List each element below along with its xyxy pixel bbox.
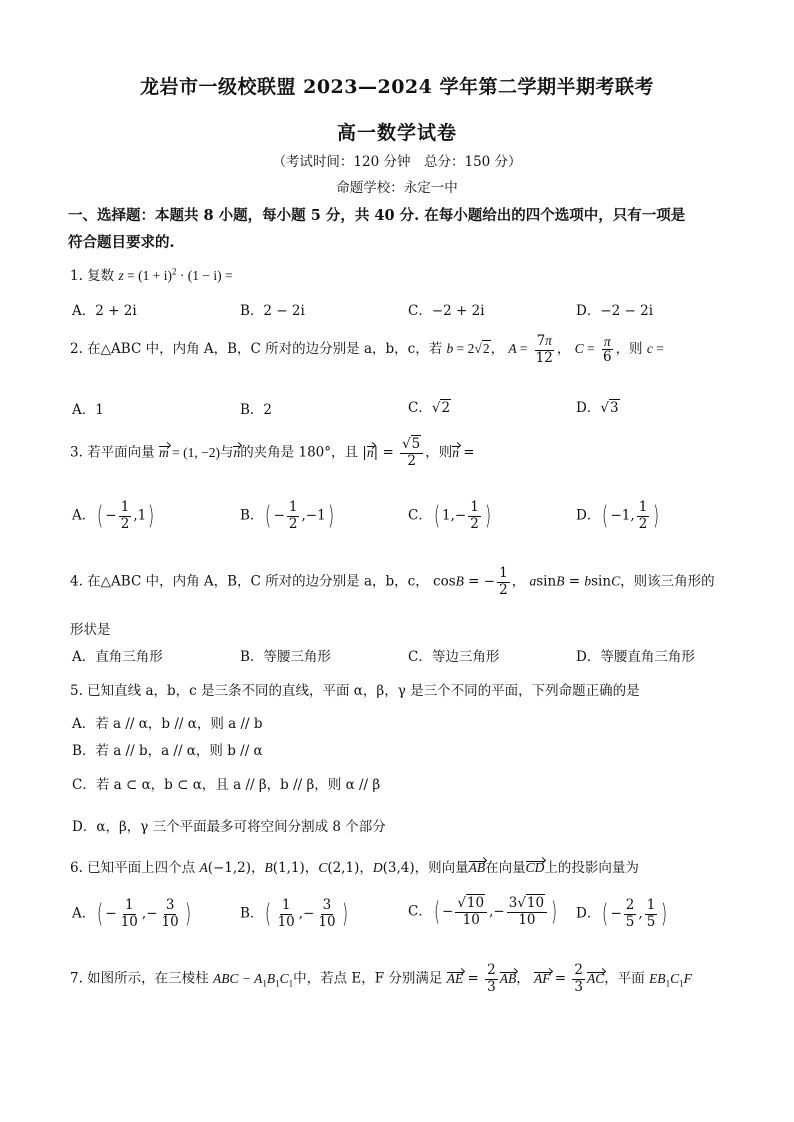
question-7-prefix: 7. 如图所示，在三棱柱 <box>70 970 209 987</box>
q2-option-a: A．1 <box>72 402 104 418</box>
q4-option-a: A．直角三角形 <box>72 649 163 665</box>
q1-option-a: A．2 + 2i <box>72 303 137 319</box>
q4-option-c: C．等边三角形 <box>408 649 500 665</box>
q3-option-a: A．( − $\frac{1}{2}$ ,1) <box>72 499 155 532</box>
question-4: 4. 在△ABC 中，内角 A，B，C 所对的边分别是 a，b，c， cosB = − $\frac{1}{2}$ ， asinB = bsinC，则该三角形的 <box>70 565 715 598</box>
question-4-prefix: 4. 在△ABC 中，内角 A，B，C 所对的边分别是 a，b，c， <box>70 573 429 590</box>
q3-option-b: B．( − $\frac{1}{2}$ ,−1) <box>240 499 334 532</box>
q6-option-a: A．( − $\frac{1}{10}$ ,− $\frac{3}{10}$ ) <box>72 897 191 930</box>
q3-option-c: C．( 1,− $\frac{1}{2}$ ) <box>408 499 491 532</box>
q1-option-b: B．2 − 2i <box>240 303 305 319</box>
exam-title: 龙岩市一级校联盟 2023—2024 学年第二学期半期考联考 <box>140 76 654 98</box>
q4-option-b: B．等腰三角形 <box>240 649 331 665</box>
question-2-prefix: 2. 在△ABC 中，内角 A，B，C 所对的边分别是 a，b，c，若 <box>70 341 443 358</box>
question-6-prefix: 6. 已知平面上四个点 <box>70 860 196 876</box>
question-2: 2. 在△ABC 中，内角 A，B，C 所对的边分别是 a，b，c，若 b = 2√2， A = $\frac{7\pi}{12}$ ， C = $\frac{\pi}{6}$ ，则 c = <box>70 333 664 366</box>
q6-option-b: B．( $\frac{1}{10}$ ,− $\frac{3}{10}$ ) <box>240 897 348 930</box>
exam-subtitle: 高一数学试卷 <box>336 122 457 144</box>
section-heading-cont: 符合题目要求的. <box>68 234 175 251</box>
q5-option-c: C．若 a ⊂ α，b ⊂ α，且 a // β，b // β，则 α // β <box>72 777 381 793</box>
question-4-suffix: ，则该三角形的 <box>620 573 715 590</box>
question-3-prefix: 3. 若平面向量 <box>70 444 155 461</box>
q5-option-a: A．若 a // α，b // α，则 a // b <box>72 716 263 732</box>
q4-option-d: D．等腰直角三角形 <box>576 649 695 665</box>
q6-option-d: D．( − $\frac{2}{5}$ , $\frac{1}{5}$ ) <box>576 897 668 930</box>
q5-option-b: B．若 a // b，a // α，则 b // α <box>72 743 263 759</box>
q3-option-d: D．( −1, $\frac{1}{2}$ ) <box>576 499 660 532</box>
q1-option-d: D．−2 − 2i <box>576 303 654 319</box>
q2-option-d: D．√3 <box>576 400 619 416</box>
question-4-cont: 形状是 <box>70 622 111 638</box>
q2-option-c: C．√2 <box>408 400 451 416</box>
section-heading: 一、选择题：本题共 8 小题，每小题 5 分，共 40 分. 在每小题给出的四个选项中，只有一项是 <box>68 207 686 224</box>
question-1-formula: $z = (1 + i)^2 \cdot (1 - i)$ = <box>118 266 233 283</box>
exam-info: （考试时间：120 分钟 总分：150 分） <box>272 154 522 170</box>
question-6: 6. 已知平面上四个点 A(−1,2)，B(1,1)，C(2,1)，D(3,4)，则向量AB在向量CD上的投影向量为 <box>70 860 639 876</box>
q6-option-c: C．( − $\frac{√10}{10}$ ,− $\frac{3√10}{10}$ ) <box>408 895 558 928</box>
exam-school: 命题学校：永定一中 <box>336 180 458 196</box>
q5-option-d: D．α，β，γ 三个平面最多可将空间分割成 8 个部分 <box>72 819 386 835</box>
question-2-suffix: ，则 <box>615 341 643 358</box>
question-1-prefix: 1. 复数 <box>70 268 115 284</box>
q2-option-b: B．2 <box>240 402 273 418</box>
question-1 <box>70 264 233 284</box>
question-5: 5. 已知直线 a，b，c 是三条不同的直线，平面 α，β，γ 是三个不同的平面，下列命题正确的是 <box>70 683 640 699</box>
question-3: 3. 若平面向量 m = (1, −2)与n的夹角是 180°，且 |n| = $\frac{√5}{2}$ ，则n = <box>70 436 475 469</box>
question-7: 7. 如图所示，在三棱柱 ABC − $A_1B_1C_1$中，若点 E，F 分别满足 AE = $\frac{2}{3}$ AB， AF = $\frac{2}{3}$ AC，平面 $EB_1C_1F$ <box>70 962 692 995</box>
q1-option-c: C．−2 + 2i <box>408 303 485 319</box>
